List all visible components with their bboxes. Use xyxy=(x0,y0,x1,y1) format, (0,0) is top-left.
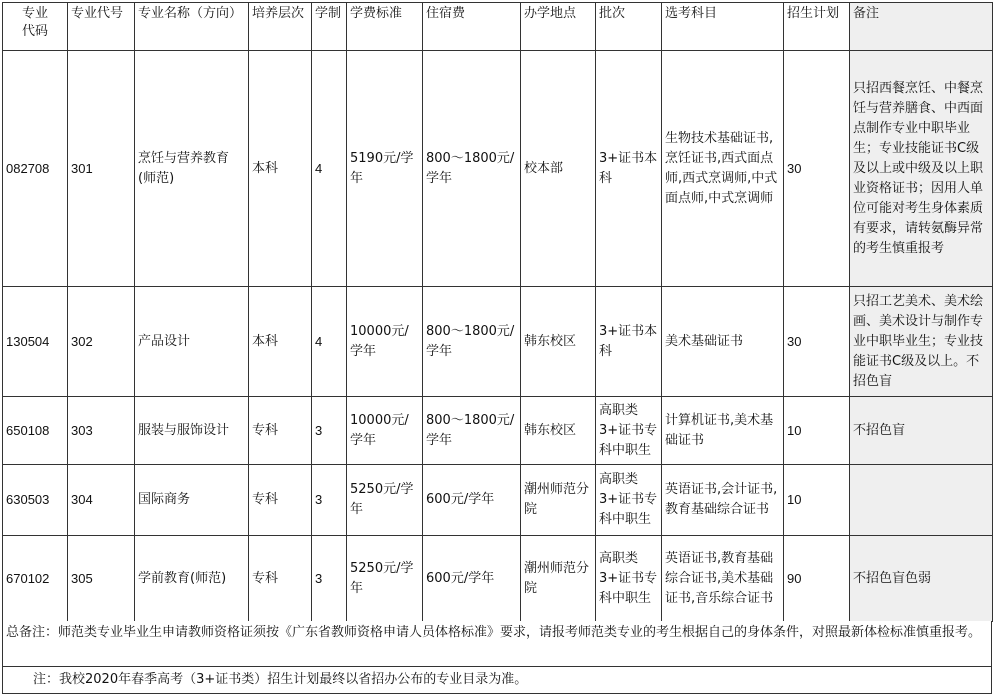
col-header-number: 专业代号 xyxy=(68,3,135,51)
cell-level: 本科 xyxy=(249,287,312,397)
cell-level: 专科 xyxy=(249,536,312,622)
col-header-name: 专业名称（方向） xyxy=(135,3,249,51)
cell-years: 4 xyxy=(312,51,347,287)
col-header-plan: 招生计划 xyxy=(784,3,850,51)
table-row xyxy=(3,465,993,536)
cell-level: 专科 xyxy=(249,465,312,536)
col-header-batch: 批次 xyxy=(596,3,662,51)
cell-subjects: 计算机证书,美术基础证书 xyxy=(662,397,784,465)
cell-name: 烹饪与营养教育(师范) xyxy=(135,51,249,287)
cell-lodging: 800～1800元/学年 xyxy=(423,287,521,397)
cell-location: 韩东校区 xyxy=(521,287,596,397)
cell-lodging: 800～1800元/学年 xyxy=(423,51,521,287)
cell-level: 专科 xyxy=(249,397,312,465)
cell-lodging: 600元/学年 xyxy=(423,465,521,536)
cell-remarks: 只招西餐烹饪、中餐烹饪与营养膳食、中西面点制作专业中职毕业生；专业技能证书C级及以上或中级及以上职业资格证书；因用人单位可能对考生身体素质有要求，请转氨酶异常的考生慎重报考 xyxy=(850,51,993,287)
cell-batch: 高职类3+证书专科中职生 xyxy=(596,397,662,465)
cell-lodging: 600元/学年 xyxy=(423,536,521,622)
cell-remarks: 只招工艺美术、美术绘画、美术设计与制作专业中职毕业生；专业技能证书C级及以上。不招色盲 xyxy=(850,287,993,397)
col-header-tuition: 学费标准 xyxy=(347,3,423,51)
cell-subjects: 英语证书,会计证书,教育基础综合证书 xyxy=(662,465,784,536)
cell-plan: 30 xyxy=(784,287,850,397)
cell-tuition: 10000元/学年 xyxy=(347,397,423,465)
cell-remarks: 不招色盲 xyxy=(850,397,993,465)
table-row xyxy=(3,51,993,287)
col-header-subjects: 选考科目 xyxy=(662,3,784,51)
table-row xyxy=(3,536,993,622)
cell-subjects: 英语证书,教育基础综合证书,美术基础证书,音乐综合证书 xyxy=(662,536,784,622)
cell-plan: 30 xyxy=(784,51,850,287)
col-header-remarks: 备注 xyxy=(850,3,993,51)
cell-code: 130504 xyxy=(3,287,68,397)
cell-number: 304 xyxy=(68,465,135,536)
cell-plan: 90 xyxy=(784,536,850,622)
cell-batch: 高职类3+证书专科中职生 xyxy=(596,465,662,536)
cell-tuition: 5250元/学年 xyxy=(347,536,423,622)
summary-note: 总备注：师范类专业毕业生申请教师资格证须按《广东省教师资格申请人员体格标准》要求，请报考师范类专业的考生根据自己的身体条件，对照最新体检标准慎重报考。 xyxy=(2,621,992,667)
cell-years: 3 xyxy=(312,536,347,622)
cell-code: 082708 xyxy=(3,51,68,287)
cell-plan: 10 xyxy=(784,397,850,465)
cell-location: 潮州师范分院 xyxy=(521,536,596,622)
cell-batch: 3+证书本科 xyxy=(596,51,662,287)
cell-code: 630503 xyxy=(3,465,68,536)
cell-tuition: 5250元/学年 xyxy=(347,465,423,536)
cell-name: 产品设计 xyxy=(135,287,249,397)
cell-remarks: 不招色盲色弱 xyxy=(850,536,993,622)
cell-location: 潮州师范分院 xyxy=(521,465,596,536)
col-header-level: 培养层次 xyxy=(249,3,312,51)
cell-tuition: 10000元/学年 xyxy=(347,287,423,397)
cell-name: 国际商务 xyxy=(135,465,249,536)
header-row xyxy=(3,3,993,51)
table-row xyxy=(3,287,993,397)
footer-note: 注：我校2020年春季高考（3+证书类）招生计划最终以省招办公布的专业目录为准。 xyxy=(2,667,992,694)
table-row xyxy=(3,397,993,465)
cell-location: 校本部 xyxy=(521,51,596,287)
cell-number: 302 xyxy=(68,287,135,397)
cell-code: 650108 xyxy=(3,397,68,465)
cell-batch: 高职类3+证书专科中职生 xyxy=(596,536,662,622)
cell-tuition: 5190元/学年 xyxy=(347,51,423,287)
cell-subjects: 生物技术基础证书,烹饪证书,西式面点师,西式烹调师,中式面点师,中式烹调师 xyxy=(662,51,784,287)
cell-code: 670102 xyxy=(3,536,68,622)
cell-name: 服装与服饰设计 xyxy=(135,397,249,465)
cell-years: 4 xyxy=(312,287,347,397)
cell-subjects: 美术基础证书 xyxy=(662,287,784,397)
cell-level: 本科 xyxy=(249,51,312,287)
col-header-code: 专业 代码 xyxy=(3,3,68,51)
cell-remarks xyxy=(850,465,993,536)
col-header-location: 办学地点 xyxy=(521,3,596,51)
col-header-years: 学制 xyxy=(312,3,347,51)
cell-number: 301 xyxy=(68,51,135,287)
cell-years: 3 xyxy=(312,397,347,465)
cell-location: 韩东校区 xyxy=(521,397,596,465)
cell-name: 学前教育(师范) xyxy=(135,536,249,622)
cell-plan: 10 xyxy=(784,465,850,536)
cell-batch: 3+证书本科 xyxy=(596,287,662,397)
cell-lodging: 800～1800元/学年 xyxy=(423,397,521,465)
cell-number: 305 xyxy=(68,536,135,622)
cell-number: 303 xyxy=(68,397,135,465)
cell-years: 3 xyxy=(312,465,347,536)
admission-table xyxy=(2,2,993,622)
col-header-lodging: 住宿费 xyxy=(423,3,521,51)
